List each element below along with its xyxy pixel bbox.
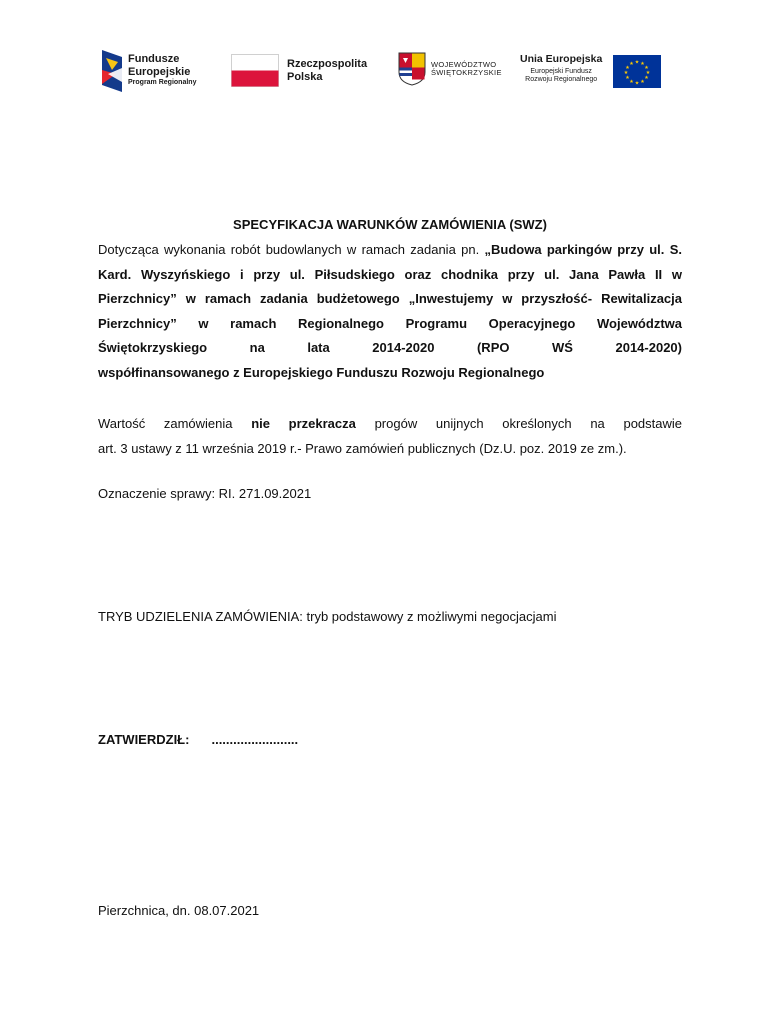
eu-line3: Rozwoju Regionalnego: [525, 75, 598, 83]
value-prefix: Wartość zamówienia: [98, 416, 252, 431]
intro-project-title: „Budowa parkingów przy ul. S. Kard. Wyszyńskiego i przy ul. Piłsudskiego oraz chodnika przy ul. Jana Pawła II w Pierzchnicy” w ramach zadania budżetowego „Inwestujemy w przyszłość- Rewitalizacja Pierzchnicy” w ramach Regionalnego Programu Operacyjnego Województwa Świętokrzyskiego na lata 2014-2020 (RPO WŚ 2014-2020): [98, 242, 682, 356]
document-heading: SPECYFIKACJA WARUNKÓW ZAMÓWIENIA (SWZ): [233, 217, 547, 232]
svg-text:★: ★: [644, 65, 649, 71]
funds-line3: Program Regionalny: [128, 78, 197, 86]
value-paragraph: [98, 411, 682, 461]
approved-signature-dots: ........................: [211, 732, 299, 747]
poland-line1: Rzeczpospolita: [287, 58, 368, 71]
svg-text:★: ★: [634, 59, 640, 66]
funds-line1: Fundusze: [128, 53, 180, 66]
logo-bar: [0, 46, 770, 96]
svg-text:★: ★: [634, 80, 640, 87]
value-emphasis: nie przekracza: [251, 416, 356, 431]
poland-logo: [231, 54, 367, 87]
svg-text:★: ★: [625, 65, 630, 71]
eu-flag-icon: [613, 55, 661, 88]
svg-text:★: ★: [644, 75, 649, 81]
value-line2: art. 3 ustawy z 11 września 2019 r.- Prawo zamówień publicznych (Dz.U. poz. 2019 ze zm.).: [98, 441, 627, 456]
voivodeship-line2: ŚWIĘTOKRZYSKIE: [431, 68, 502, 77]
svg-text:★: ★: [623, 70, 629, 76]
intro-prefix: Dotycząca wykonania robót budowlanych w ramach zadania pn.: [98, 242, 485, 257]
svg-text:★: ★: [625, 75, 630, 81]
award-mode: TRYB UDZIELENIA ZAMÓWIENIA: tryb podstawowy z możliwymi negocjacjami: [98, 609, 557, 624]
svg-text:★: ★: [645, 70, 651, 76]
poland-line2: Polska: [287, 70, 323, 83]
eu-line1: Unia Europejska: [520, 53, 603, 65]
funds-emblem-icon: [100, 48, 124, 92]
svg-text:★: ★: [629, 61, 634, 67]
intro-paragraph: [98, 238, 682, 386]
svg-text:★: ★: [640, 61, 645, 67]
eu-line2: Europejski Fundusz: [530, 67, 592, 75]
value-suffix: progów unijnych określonych na podstawie: [355, 416, 682, 431]
funds-line2: Europejskie: [128, 65, 191, 78]
funds-logo: [100, 48, 196, 92]
approved-label: ZATWIERDZIŁ:: [98, 732, 190, 747]
svg-text:★: ★: [640, 79, 645, 85]
eu-logo-text: [520, 54, 602, 83]
voivodeship-coat-of-arms-icon: [398, 52, 426, 86]
voivodeship-line1: WOJEWÓDZTWO: [431, 59, 497, 69]
voivodeship-logo: [398, 52, 502, 86]
value-line1: [98, 411, 682, 436]
intro-last-line: współfinansowanego z Europejskiego Funduszu Rozwoju Regionalnego: [98, 364, 545, 380]
svg-text:★: ★: [629, 79, 634, 85]
place-date: Pierzchnica, dn. 08.07.2021: [98, 903, 260, 918]
approval-line: [98, 732, 298, 747]
poland-flag-icon: [231, 54, 279, 87]
case-mark: Oznaczenie sprawy: RI. 271.09.2021: [98, 486, 312, 501]
